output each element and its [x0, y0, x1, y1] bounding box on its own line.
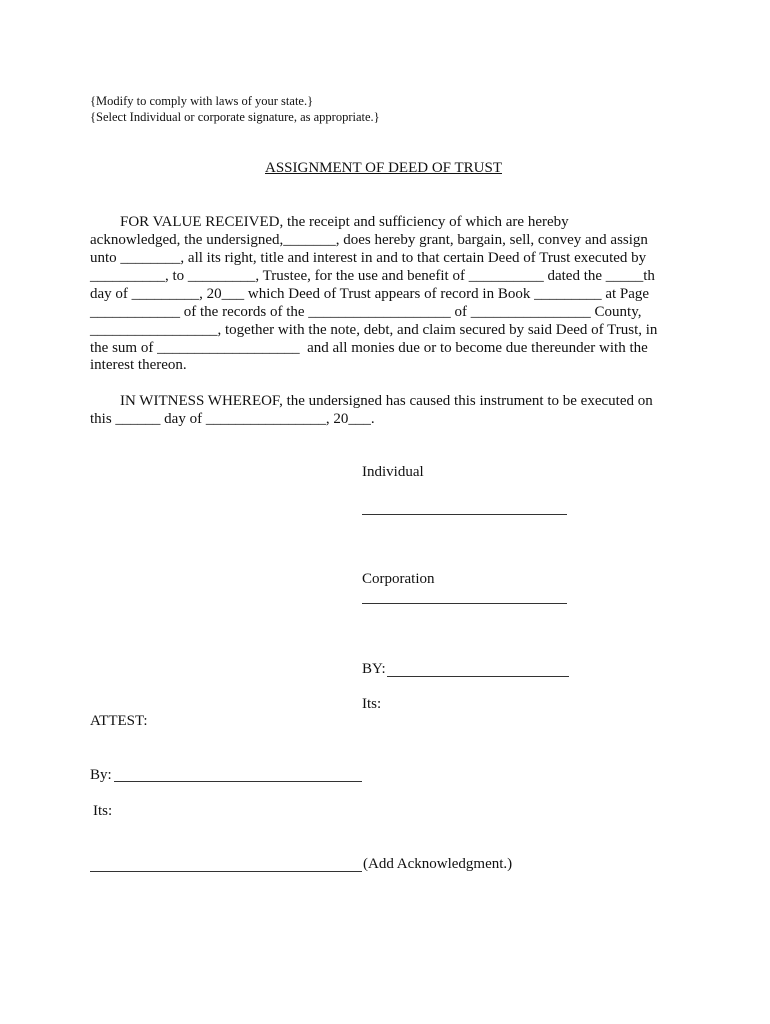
attest-by-label: By: — [90, 767, 112, 783]
paragraph2-line-1: IN WITNESS WHEREOF, the undersigned has caused this instrument to be executed on — [90, 393, 653, 409]
paragraph1-line-7: _________________, together with the note, debt, and claim secured by said Deed of Trust, in — [90, 322, 658, 338]
paragraph2-line-2: this ______ day of ________________, 20___. — [90, 411, 375, 427]
paragraph1-line-4: __________, to _________, Trustee, for the use and benefit of __________ dated the _____th — [90, 268, 655, 284]
attest-by-signature-line — [114, 781, 362, 782]
paragraph1-line-3: unto ________, all its right, title and interest in and to that certain Deed of Trust executed by — [90, 250, 647, 266]
by-signature-line — [387, 676, 569, 677]
individual-label: Individual — [362, 464, 424, 480]
document-title: ASSIGNMENT OF DEED OF TRUST — [265, 160, 502, 176]
paragraph1-line-2: acknowledged, the undersigned,_______, does hereby grant, bargain, sell, convey and assign — [90, 232, 648, 248]
header-note-select-signature: {Select Individual or corporate signature, as appropriate.} — [90, 110, 380, 124]
acknowledgment-line — [90, 871, 362, 872]
corporation-label: Corporation — [362, 571, 435, 587]
paragraph1-line-5: day of _________, 20___ which Deed of Trust appears of record in Book _________ at Page — [90, 286, 650, 302]
paragraph1-line-6: ____________ of the records of the ___________________ of ________________ County, — [90, 304, 642, 320]
paragraph1-line-8: the sum of ___________________ and all monies due or to become due thereunder with the — [90, 340, 648, 356]
header-note-modify: {Modify to comply with laws of your state.} — [90, 94, 314, 108]
attest-label: ATTEST: — [90, 713, 148, 729]
paragraph1-line-1: FOR VALUE RECEIVED, the receipt and sufficiency of which are hereby — [90, 214, 569, 230]
corporation-signature-line — [362, 603, 567, 604]
individual-signature-line — [362, 514, 567, 515]
acknowledgment-note: (Add Acknowledgment.) — [363, 856, 513, 872]
attest-its-label: Its: — [93, 803, 113, 819]
its-label: Its: — [362, 696, 382, 712]
paragraph1-line-9: interest thereon. — [90, 357, 187, 373]
by-label: BY: — [362, 661, 386, 677]
